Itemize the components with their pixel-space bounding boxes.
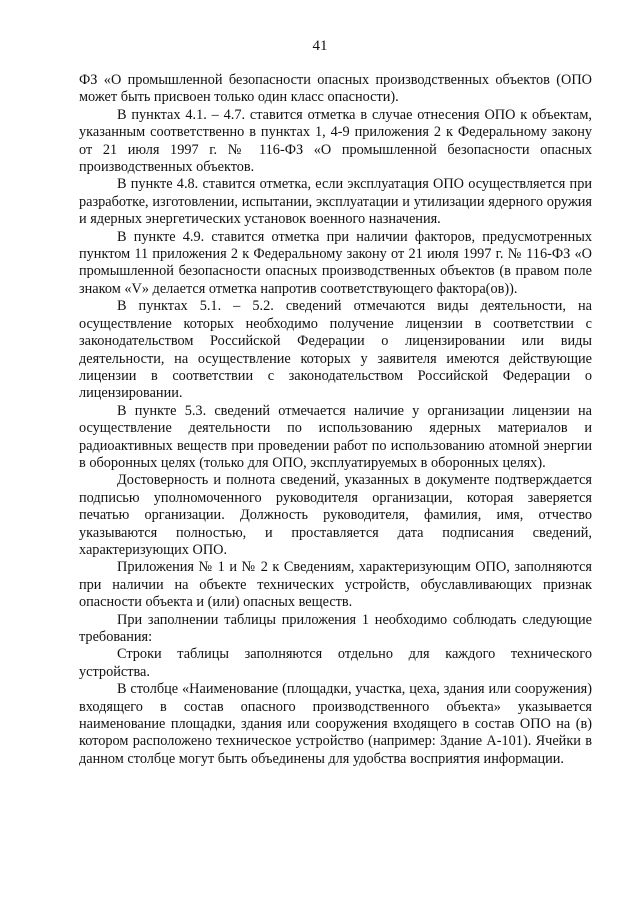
paragraph: При заполнении таблицы приложения 1 необходимо соблюдать следующие требования: — [79, 611, 592, 645]
paragraph: В столбце «Наименование (площадки, участка, цеха, здания или сооружения) входящего в состав опасного производственного объекта» указывается наименование площадки, здания или сооружения входящего в состав ОПО на (в) котором расположено техническое устройство (например: Здание А-101). Ячейки в данном столбце могут быть объединены для удобства восприятия информации. — [79, 681, 592, 767]
paragraph: В пункте 4.8. ставится отметка, если эксплуатация ОПО осуществляется при разработке, изготовлении, испытании, эксплуатации и утилизации ядерного оружия и ядерных энергетических установок военного назначения. — [79, 176, 592, 228]
body-text — [79, 72, 592, 768]
paragraph: В пунктах 4.1. – 4.7. ставится отметка в случае отнесения ОПО к объектам, указанным соответственно в пунктах 1, 4-9 приложения 2 к Федеральному закону от 21 июля 1997 г. № 116-ФЗ «О промышленной безопасности опасных производственных объектов. — [79, 106, 592, 176]
paragraph: Приложения № 1 и № 2 к Сведениям, характеризующим ОПО, заполняются при наличии на объекте технических устройств, обуславливающих признак опасности объекта и (или) опасных веществ. — [79, 559, 592, 611]
paragraph: ФЗ «О промышленной безопасности опасных производственных объектов (ОПО может быть присвоен только один класс опасности). — [79, 72, 592, 106]
paragraph: Строки таблицы заполняются отдельно для каждого технического устройства. — [79, 646, 592, 680]
paragraph: В пункте 4.9. ставится отметка при наличии факторов, предусмотренных пунктом 11 приложения 2 к Федеральному закону от 21 июля 1997 г. № 116-ФЗ «О промышленной безопасности опасных производственных объектов (в правом поле знаком «V» делается отметка напротив соответствующего фактора(ов)). — [79, 228, 592, 297]
paragraph: Достоверность и полнота сведений, указанных в документе подтверждается подписью уполномоченного руководителя организации, которая заверяется печатью организации. Должность руководителя, фамилия, имя, отчество указываются полностью, и проставляется дата подписания сведений, характеризующих ОПО. — [79, 472, 592, 558]
page-number: 41 — [312, 38, 328, 54]
paragraph: В пунктах 5.1. – 5.2. сведений отмечаются виды деятельности, на осуществление которых необходимо получение лицензии в соответствии с законодательством Российской Федерации о лицензировании или виды деятельности, на осуществление которых у заявителя имеются действующие лицензии в соответствии с законодательством Российской Федерации о лицензировании. — [79, 298, 592, 402]
paragraph: В пункте 5.3. сведений отмечается наличие у организации лицензии на осуществление деятельности по использованию ядерных материалов и радиоактивных веществ при проведении работ по использованию атомной энергии в оборонных целях (только для ОПО, эксплуатируемых в оборонных целях). — [79, 402, 592, 471]
